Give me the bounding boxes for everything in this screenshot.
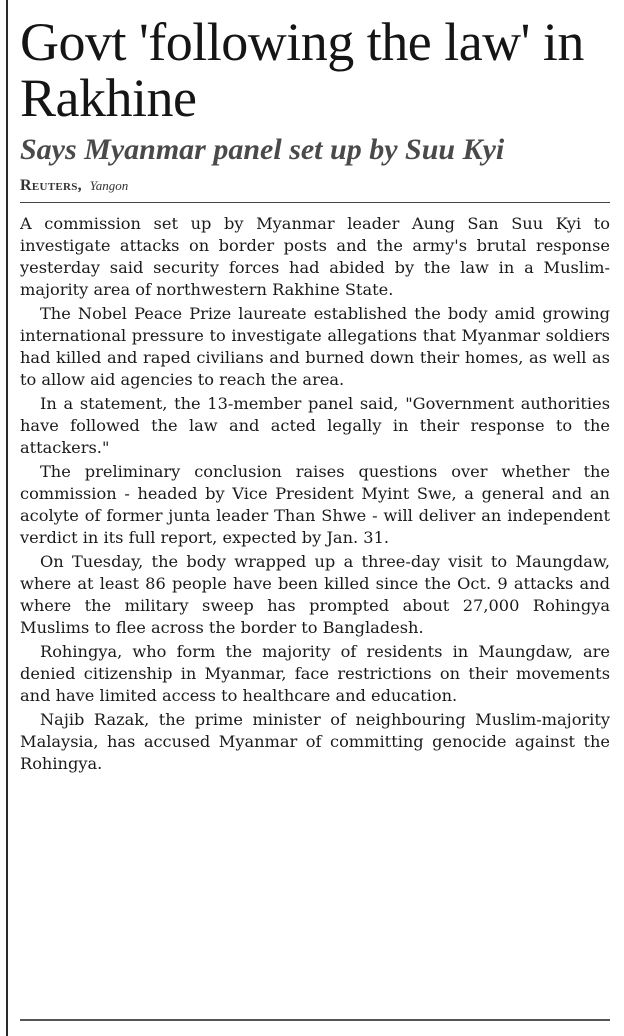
paragraph: A commission set up by Myanmar leader Aung San Suu Kyi to investigate attacks on border posts and the army's brutal response yesterday said security forces had abided by the law in a Muslim-majority area of northwestern Rakhine State. [20,214,610,299]
byline [20,176,610,203]
bottom-rule [20,1019,610,1021]
headline: Govt 'following the law' in Rakhine [20,12,584,128]
paragraph: Najib Razak, the prime minister of neighbouring Muslim-majority Malaysia, has accused Myanmar of committing genocide against the Rohingya. [20,710,610,773]
paragraph: Rohingya, who form the majority of residents in Maungdaw, are denied citizenship in Myanmar, face restrictions on their movements and have limited access to healthcare and education. [20,642,610,705]
paragraph: The Nobel Peace Prize laureate established the body amid growing international pressure to investigate allegations that Myanmar soldiers had killed and raped civilians and burned down their homes, as well as to allow aid agencies to reach the area. [20,304,610,389]
paragraph: In a statement, the 13-member panel said, "Government authorities have followed the law and acted legally in their response to the attackers." [20,394,610,457]
subheadline: Says Myanmar panel set up by Suu Kyi [20,133,505,166]
column-rule [6,0,8,1036]
paragraph: The preliminary conclusion raises questions over whether the commission - headed by Vice President Myint Swe, a general and an acolyte of former junta leader Than Shwe - will deliver an independent verdict in its full report, expected by Jan. 31. [20,462,610,547]
news-article [20,14,610,777]
byline-agency: Reuters, [20,177,82,194]
paragraph: On Tuesday, the body wrapped up a three-day visit to Maungdaw, where at least 86 people have been killed since the Oct. 9 attacks and where the military sweep has prompted about 27,000 Rohingya Muslims to flee across the border to Bangladesh. [20,552,610,637]
article-body [20,213,610,775]
byline-location: Yangon [89,178,129,193]
